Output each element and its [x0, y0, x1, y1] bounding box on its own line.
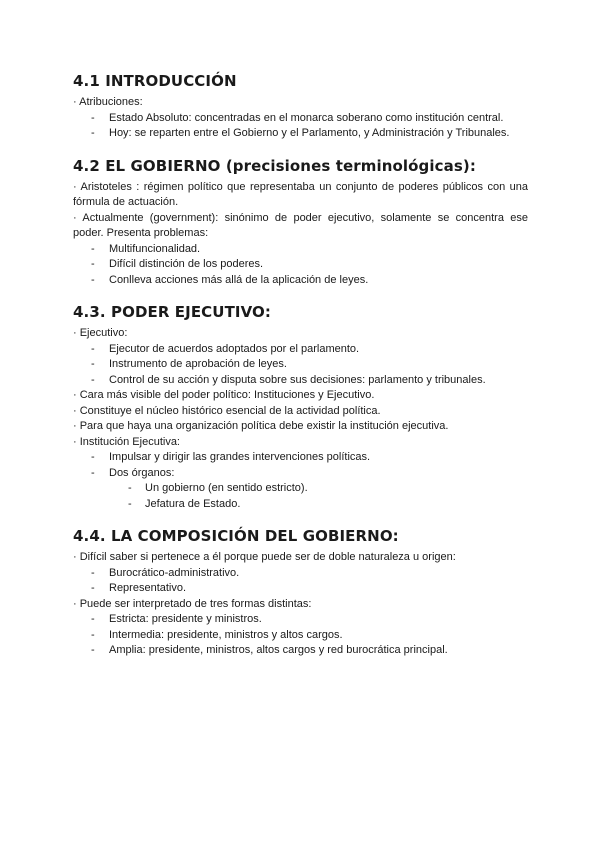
list-item: - Multifuncionalidad. [73, 242, 528, 258]
section-heading: 4.3. PODER EJECUTIVO: [73, 303, 271, 321]
paragraph: · Institución Ejecutiva: [73, 435, 180, 448]
paragraph: · Difícil saber si pertenece a él porque puede ser de doble naturaleza u origen: [73, 551, 456, 563]
paragraph: · Atribuciones: [73, 96, 143, 108]
sub-list-item: - Jefatura de Estado. [73, 497, 528, 513]
section-heading: 4.1 INTRODUCCIÓN [73, 72, 237, 90]
paragraph: · Cara más visible del poder político: Instituciones y Ejecutivo. [73, 389, 375, 401]
list-item: - Intermedia: presidente, ministros y altos cargos. [73, 628, 528, 644]
list-item: - Estado Absoluto: concentradas en el monarca soberano como institución central. [73, 111, 528, 127]
bullet-list [73, 612, 528, 659]
bullet-list [73, 566, 528, 597]
section-3 [73, 303, 528, 512]
section-2 [73, 157, 528, 289]
list-item: - Amplia: presidente, ministros, altos cargos y red burocrática principal. [73, 643, 528, 659]
list-item: - Estricta: presidente y ministros. [73, 612, 528, 628]
list-item: - Burocrático-administrativo. [73, 566, 528, 582]
paragraph: · Puede ser interpretado de tres formas distintas: [73, 597, 312, 610]
paragraph: · Aristoteles : régimen político que representaba un conjunto de poderes públicos con una fórmula de actuación. [73, 180, 528, 208]
section-heading: 4.2 EL GOBIERNO (precisiones terminológicas): [73, 156, 476, 175]
section-heading: 4.4. LA COMPOSICIÓN DEL GOBIERNO: [73, 527, 399, 545]
bullet-list [73, 450, 528, 512]
sub-list-item: - Un gobierno (en sentido estricto). [73, 481, 528, 497]
section-4 [73, 527, 528, 659]
paragraph: · Actualmente (government): sinónimo de poder ejecutivo, solamente se concentra ese poder. Presenta problemas: [73, 211, 528, 239]
paragraph: · Constituye el núcleo histórico esencial de la actividad política. [73, 404, 381, 417]
list-item: - Conlleva acciones más allá de la aplicación de leyes. [73, 273, 528, 289]
list-item: - Dos órganos: [73, 466, 528, 482]
paragraph: · Para que haya una organización política debe existir la institución ejecutiva. [73, 420, 449, 432]
section-1 [73, 72, 528, 142]
list-item: - Control de su acción y disputa sobre sus decisiones: parlamento y tribunales. [73, 373, 528, 389]
list-item: - Representativo. [73, 581, 528, 597]
paragraph: · Ejecutivo: [73, 327, 128, 339]
list-item: - Impulsar y dirigir las grandes intervenciones políticas. [73, 450, 528, 466]
bullet-list [73, 111, 528, 142]
list-item: - Hoy: se reparten entre el Gobierno y el Parlamento, y Administración y Tribunales. [73, 126, 528, 142]
document-content [73, 72, 528, 674]
bullet-list [73, 242, 528, 289]
bullet-list [73, 342, 528, 389]
list-item: - Instrumento de aprobación de leyes. [73, 357, 528, 373]
list-item: - Difícil distinción de los poderes. [73, 257, 528, 273]
list-item: - Ejecutor de acuerdos adoptados por el parlamento. [73, 342, 528, 358]
